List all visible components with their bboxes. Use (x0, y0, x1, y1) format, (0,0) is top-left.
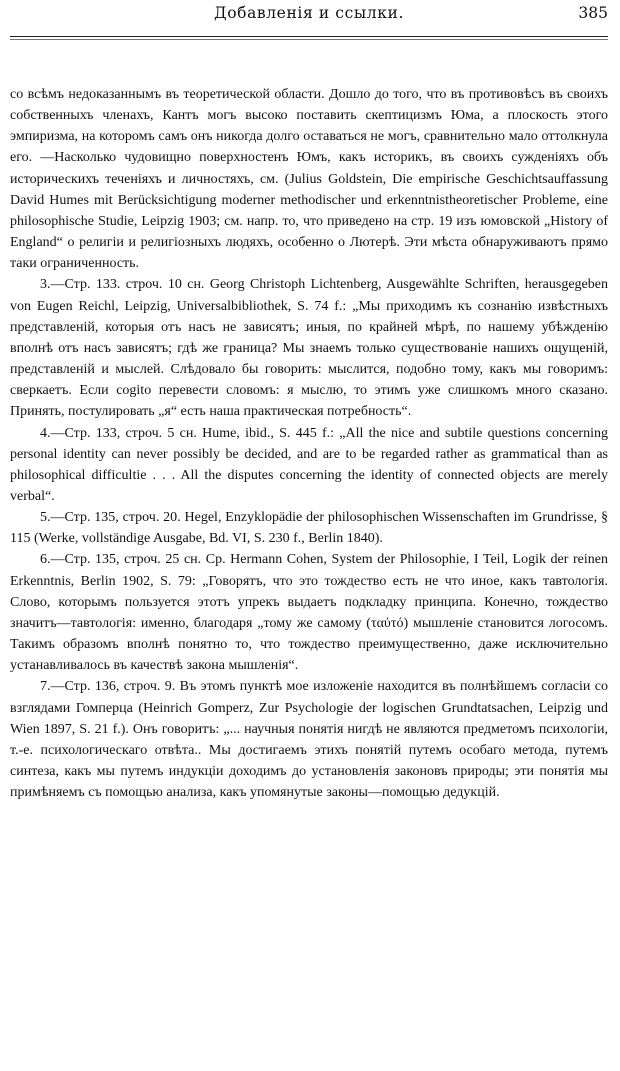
note-7: 7.—Стр. 136, строч. 9. Въ этомъ пунктѣ мое изложеніе находится въ полнѣйшемъ согласіи со взглядами Гомперца (Heinrich Gomperz, Zur Psychologie der logischen Grundtatsachen, Leipzig und Wien 1897, S. 21 f.). Онъ говоритъ: „... научныя понятія нигдѣ не являются предметомъ психологіи, т.-е. психологическаго отвѣта.. Мы достигаемъ этихъ понятій путемъ особаго метода, путемъ синтеза, какъ мы путемъ индукціи доходимъ до установленія законовъ природы; эти понятія мы примѣняемъ съ помощью анализа, какъ упомянутые законы—помощью дедукцій. (10, 679, 608, 801)
running-header (10, 4, 608, 26)
notes-body (10, 84, 608, 803)
note-continuation: со всѣмъ недоказаннымъ въ теоретической области. Дошло до того, что въ противовѣсъ въ своихъ собственныхъ членахъ, Кантъ могъ высоко поставить скептицизмъ Юма, а плоскость этого эмпиризма, на которомъ самъ онъ никогда долго оставаться не могъ, сравнительно мало оттолкнула его. —Насколько чудовищно поверхностенъ Юмъ, какъ историкъ, въ своихъ сужденіяхъ объ историческихъ теченіяхъ и личностяхъ, см. (Julius Goldstein, Die empirische Geschichtsauffassung David Humes mit Berücksichtigung moderner methodischer und erkenntnistheoretischer Probleme, eine philosophische Studie, Leipzig 1903; см. напр. то, что приведено на стр. 19 изъ юмовской „History of England“ о религіи и религіозныхъ людяхъ, особенно о Лютерѣ. Эти мѣста обнаруживаютъ прямо таки ограниченность. (10, 87, 608, 272)
note-4: 4.—Стр. 133, строч. 5 сн. Hume, ibid., S. 445 f.: „All the nice and subtile questions concerning personal identity can never possibly be decided, and are to be regarded rather as grammatical than as philosophical difficultie . . . All the disputes concerning the identity of connected objects are merely verbal“. (10, 425, 608, 504)
running-title: Добавленія и ссылки. (214, 4, 404, 22)
page-number: 385 (578, 4, 608, 22)
header-rule (10, 36, 608, 37)
header-rule-thin (10, 39, 608, 40)
note-6: 6.—Стр. 135, строч. 25 сн. Cp. Hermann Cohen, System der Philosophie, I Teil, Logik der reinen Erkenntnis, Berlin 1902, S. 79: „Говорятъ, что это тождество есть не что иное, какъ тавтологія. Слово, которымъ пользуется этотъ упрекъ выдаетъ подкладку принципа. Конечно, тождество значитъ—тавтологія: именно, благодаря „тому же самому (ταὐτό) мышленіе становится логосомъ. Такимъ образомъ вполнѣ понятно то, что тождество преимущественно, даже исключительно устанавливалось въ качествѣ закона мышленія“. (10, 552, 608, 674)
note-3: 3.—Стр. 133. строч. 10 сн. Georg Christoph Lichtenberg, Ausgewählte Schriften, herausgegeben von Eugen Reichl, Leipzig, Universalbibliothek, S. 74 f.: „Мы приходимъ къ сознанію извѣстныхъ представленій, которыя отъ насъ не зависятъ; иныя, по крайней мѣрѣ, по нашему убѣжденію вполнѣ отъ насъ зависятъ; гдѣ же граница? Мы знаемъ только существованіе нашихъ ощущеній, представленій и мыслей. Слѣдовало бы говорить: мыслится, подобно тому, какъ мы говоримъ: сверкаетъ. Если cogito перевести словомъ: я мыслю, то этимъ уже слишкомъ много сказано. Принять, постулировать „я“ есть наша практическая потребность“. (10, 277, 608, 420)
note-5: 5.—Стр. 135, строч. 20. Hegel, Enzyklopädie der philosophischen Wissenschaften im Grundrisse, § 115 (Werke, vollständige Ausgabe, Bd. VI, S. 230 f., Berlin 1840). (10, 510, 608, 547)
